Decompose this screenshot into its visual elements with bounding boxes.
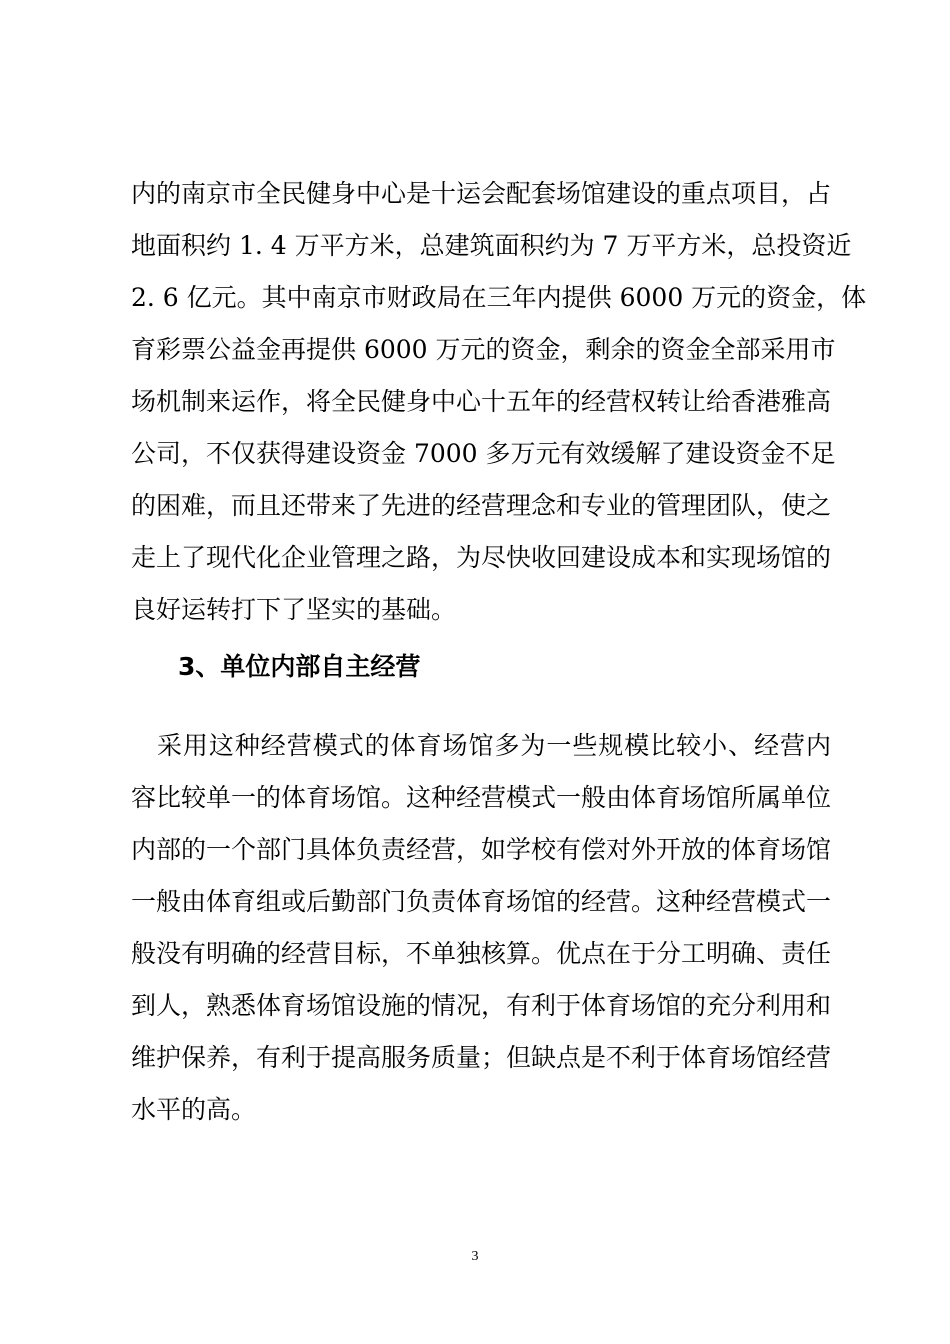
- text-line: 采用这种经营模式的体育场馆多为一些规模比较小、经营内: [131, 731, 831, 760]
- text-line: 内部的一个部门具体负责经营，如学校有偿对外开放的体育场馆: [131, 835, 832, 864]
- text-line: 走上了现代化企业管理之路，为尽快收回建设成本和实现场馆的: [131, 543, 832, 572]
- text-line: 般没有明确的经营目标，不单独核算。优点在于分工明确、责任: [131, 939, 832, 968]
- text-line: 地面积约 1. 4 万平方米，总建筑面积约为 7 万平方米，总投资近: [131, 231, 852, 260]
- text-line: 的困难，而且还带来了先进的经营理念和专业的管理团队，使之: [131, 491, 832, 520]
- text-line: 维护保养，有利于提高服务质量；但缺点是不利于体育场馆经营: [131, 1043, 832, 1072]
- text-line: 良好运转打下了坚实的基础。: [131, 595, 457, 624]
- text-line: 场机制来运作，将全民健身中心十五年的经营权转让给香港雅高: [131, 387, 832, 416]
- section-heading: 3、单位内部自主经营: [178, 652, 421, 681]
- text-line: 水平的高。: [131, 1095, 257, 1124]
- text-line: 到人，熟悉体育场馆设施的情况，有利于体育场馆的充分利用和: [131, 991, 832, 1020]
- text-line: 一般由体育组或后勤部门负责体育场馆的经营。这种经营模式一: [131, 887, 832, 916]
- page-number: 3: [471, 1249, 479, 1264]
- text-line: 育彩票公益金再提供 6000 万元的资金，剩余的资金全部采用市: [131, 335, 836, 364]
- text-line: 公司，不仅获得建设资金 7000 多万元有效缓解了建设资金不足: [131, 439, 836, 468]
- text-line: 2. 6 亿元。其中南京市财政局在三年内提供 6000 万元的资金，体: [131, 283, 867, 312]
- text-line: 容比较单一的体育场馆。这种经营模式一般由体育场馆所属单位: [131, 783, 832, 812]
- text-line: 内的南京市全民健身中心是十运会配套场馆建设的重点项目，占: [131, 179, 832, 208]
